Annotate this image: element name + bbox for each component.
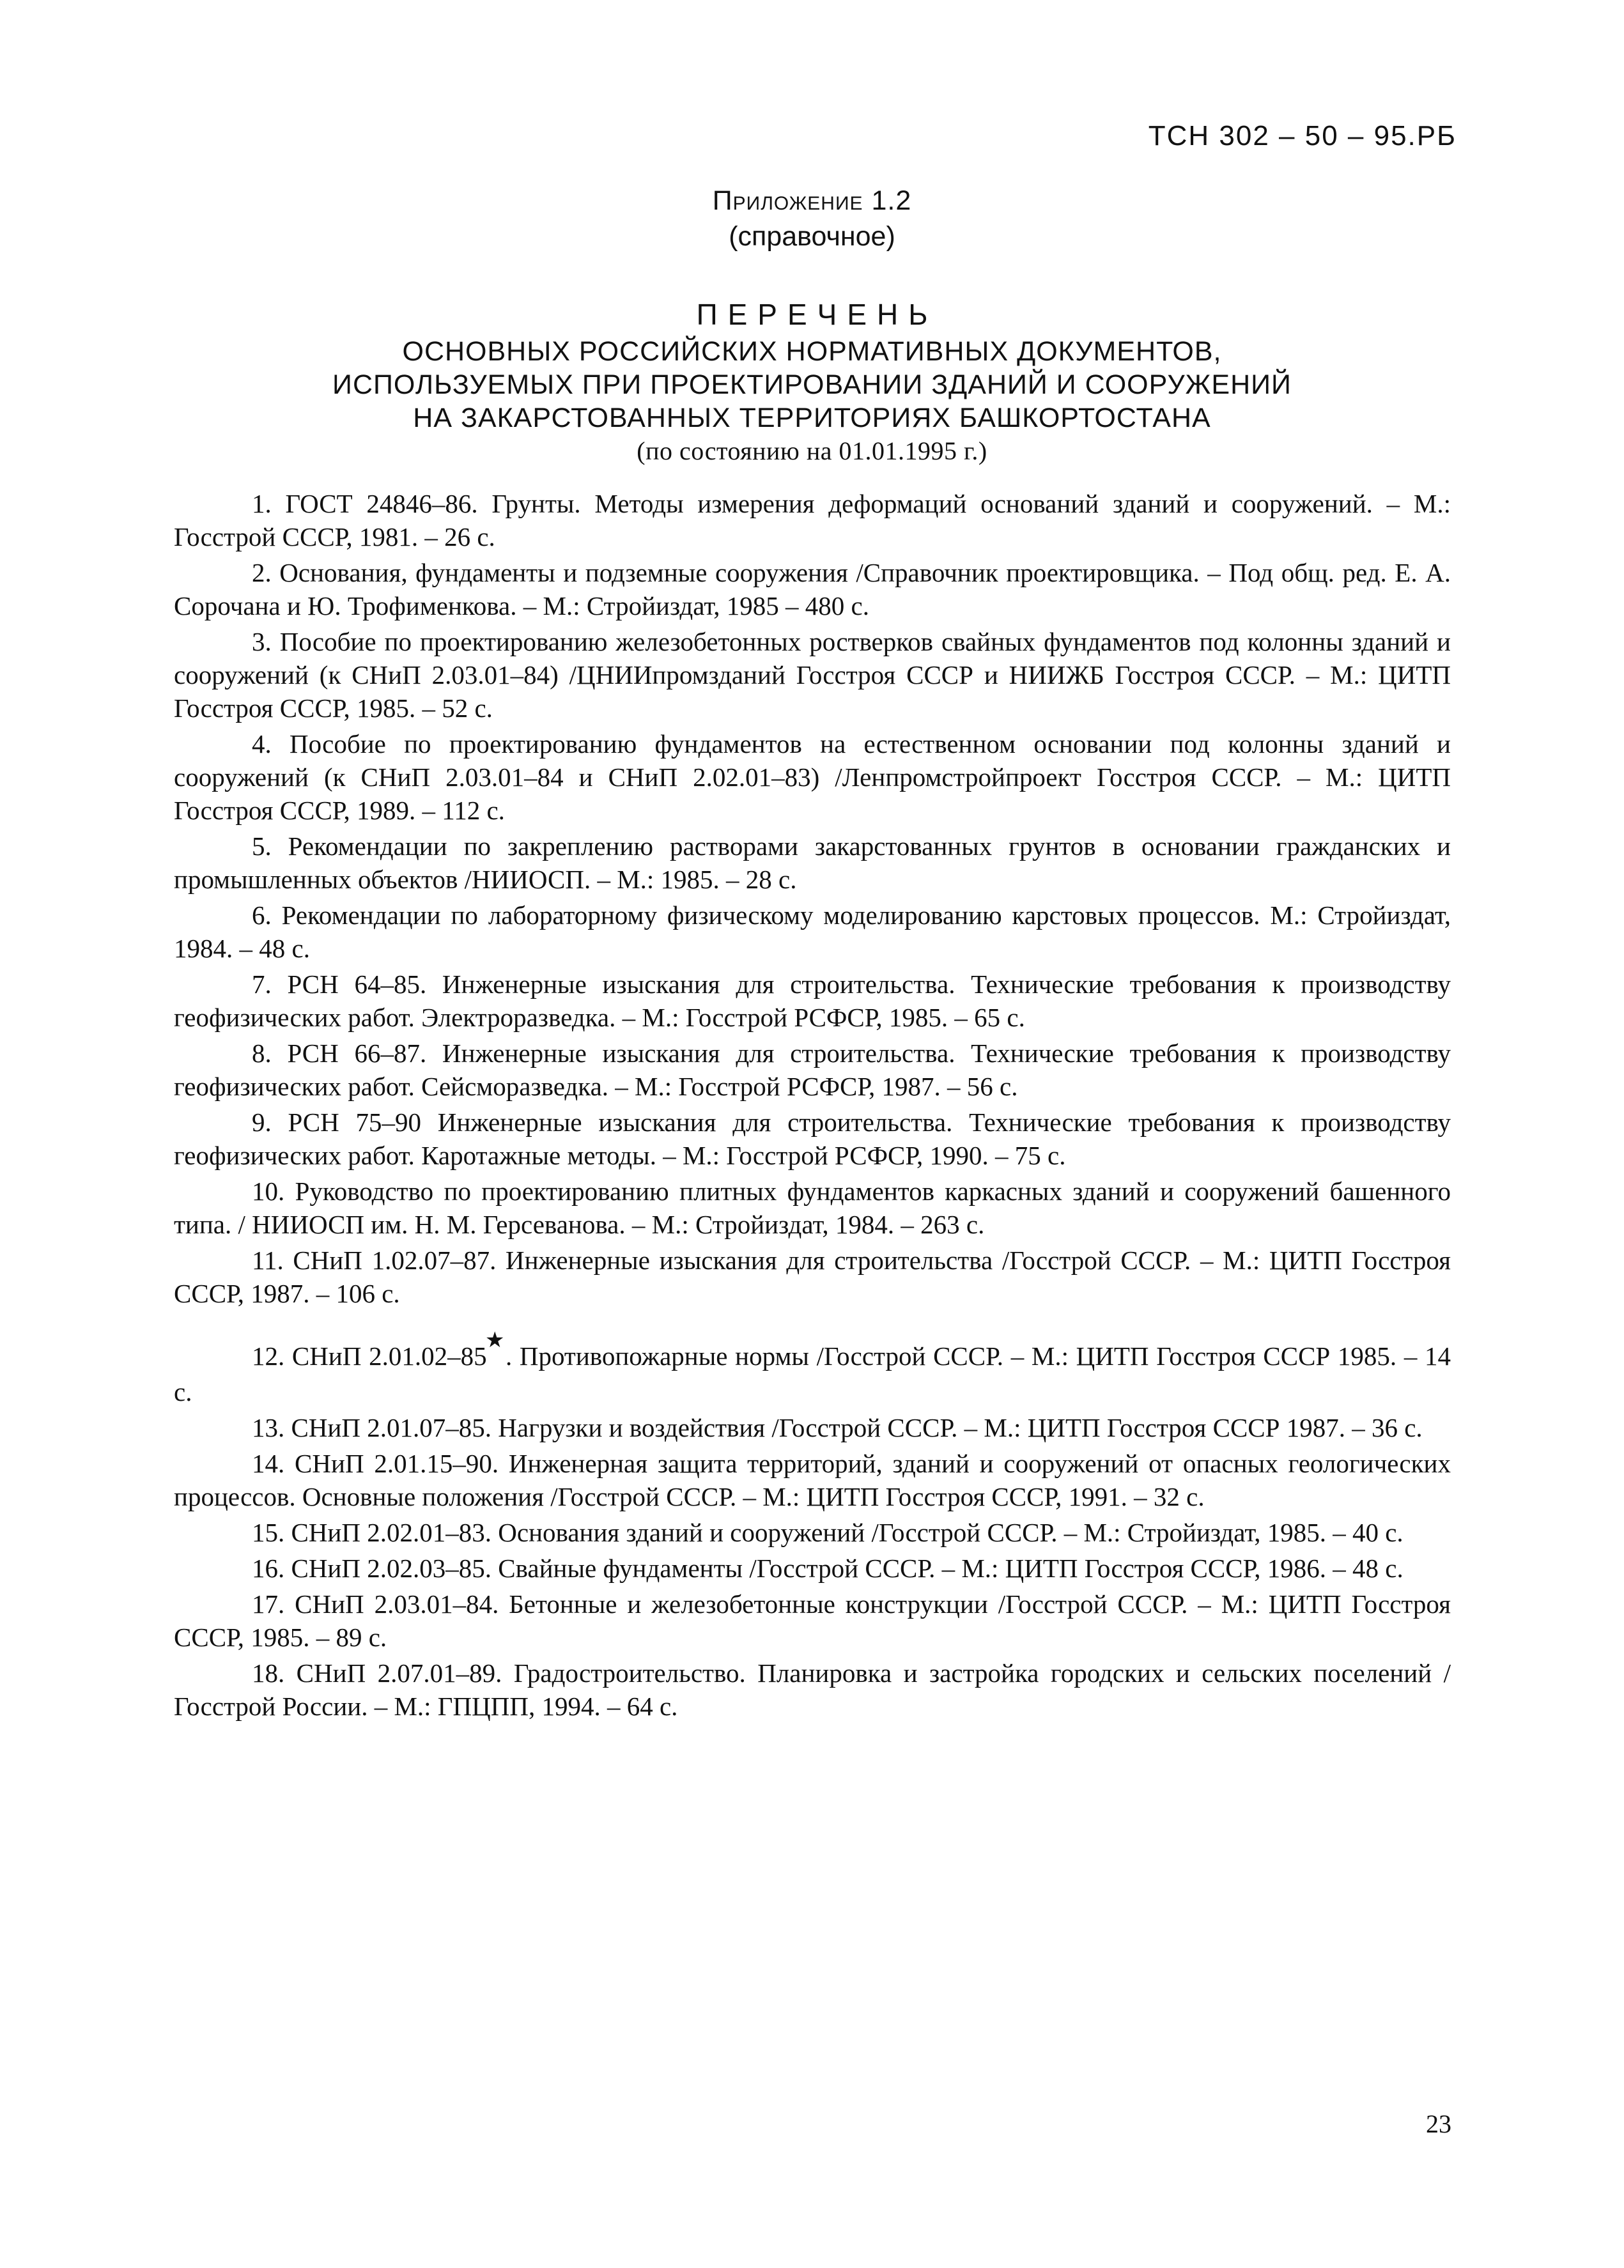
reference-item: 14. СНиП 2.01.15–90. Инженерная защита территорий, зданий и сооружений от опасных геологических процессов. Основные положения /Госстрой СССР. – М.: ЦИТП Госстроя СССР, 1991. – 32 с.: [174, 1449, 1451, 1511]
title-line-3: НА ЗАКАРСТОВАННЫХ ТЕРРИТОРИЯХ БАШКОРТОСТАНА: [413, 403, 1211, 433]
reference-12-rest: . Противопожарные нормы /Госстрой СССР. – М.: ЦИТП Госстроя СССР 1985. – 14 с.: [174, 1341, 1451, 1407]
reference-item: 3. Пособие по проектированию железобетонных ростверков свайных фундаментов под колонны зданий и сооружений (к СНиП 2.03.01–84) /ЦНИИпромзданий Госстроя СССР и НИИЖБ Госстроя СССР. – М.: ЦИТП Госстроя СССР, 1985. – 52 с.: [174, 627, 1451, 723]
title-line-1: ОСНОВНЫХ РОССИЙСКИХ НОРМАТИВНЫХ ДОКУМЕНТОВ,: [402, 336, 1222, 367]
reference-item: 2. Основания, фундаменты и подземные сооружения /Справочник проектировщика. – Под общ. ред. Е. А. Сорочана и Ю. Трофименкова. – М.: Стройиздат, 1985 – 480 с.: [174, 558, 1451, 621]
title-date: (по состоянию на 01.01.1995 г.): [637, 436, 987, 465]
appendix-note: (справочное): [729, 221, 895, 252]
reference-item: 6. Рекомендации по лабораторному физическому моделированию карстовых процессов. М.: Стройиздат, 1984. – 48 с.: [174, 900, 1451, 963]
reference-item: 5. Рекомендации по закреплению растворами закарстованных грунтов в основании гражданских и промышленных объектов /НИИОСП. – М.: 1985. – 28 с.: [174, 831, 1451, 894]
reference-item-12: [174, 1329, 1451, 1408]
title-block: [0, 298, 1624, 468]
reference-item: 17. СНиП 2.03.01–84. Бетонные и железобетонные конструкции /Госстрой СССР. – М.: ЦИТП Госстроя СССР, 1985. – 89 с.: [174, 1589, 1451, 1652]
title-line-2: ИСПОЛЬЗУЕМЫХ ПРИ ПРОЕКТИРОВАНИИ ЗДАНИЙ И СООРУЖЕНИЙ: [332, 369, 1292, 400]
reference-item: 15. СНиП 2.02.01–83. Основания зданий и сооружений /Госстрой СССР. – М.: Стройиздат, 1985. – 40 с.: [252, 1518, 1404, 1547]
appendix-label: Приложение 1.2: [712, 185, 912, 216]
reference-item: 8. РСН 66–87. Инженерные изыскания для строительства. Технические требования к производству геофизических работ. Сейсморазведка. – М.: Госстрой РСФСР, 1987. – 56 с.: [174, 1038, 1451, 1101]
reference-item: 11. СНиП 1.02.07–87. Инженерные изыскания для строительства /Госстрой СССР. – М.: ЦИТП Госстроя СССР, 1987. – 106 с.: [174, 1246, 1451, 1308]
document-code: ТСН 302 – 50 – 95.РБ: [1148, 120, 1457, 151]
reference-item: 1. ГОСТ 24846–86. Грунты. Методы измерения деформаций оснований зданий и сооружений. – М.: Госстрой СССР, 1981. – 26 с.: [174, 489, 1451, 552]
reference-item: 4. Пособие по проектированию фундаментов на естественном основании под колонны зданий и сооружений (к СНиП 2.03.01–84 и СНиП 2.02.01–83) /Ленпромстройпроект Госстроя СССР. – М.: ЦИТП Госстроя СССР, 1989. – 112 с.: [174, 729, 1451, 825]
star-footnote-mark: ★: [484, 1329, 506, 1352]
reference-item: 18. СНиП 2.07.01–89. Градостроительство. Планировка и застройка городских и сельских поселений /Госстрой России. – М.: ГПЦПП, 1994. – 64 с.: [174, 1658, 1451, 1721]
title-heading: ПЕРЕЧЕНЬ: [696, 298, 938, 331]
page-number: 23: [1426, 2110, 1451, 2138]
reference-item: 16. СНиП 2.02.03–85. Свайные фундаменты /Госстрой СССР. – М.: ЦИТП Госстроя СССР, 1986. – 48 с.: [252, 1554, 1404, 1583]
reference-item: 7. РСН 64–85. Инженерные изыскания для строительства. Технические требования к производству геофизических работ. Электроразведка. – М.: Госстрой РСФСР, 1985. – 65 с.: [174, 969, 1451, 1032]
reference-item: 13. СНиП 2.01.07–85. Нагрузки и воздействия /Госстрой СССР. – М.: ЦИТП Госстроя СССР 1987. – 36 с.: [252, 1413, 1423, 1442]
reference-list: [174, 487, 1451, 1725]
reference-item: 10. Руководство по проектированию плитных фундаментов каркасных зданий и сооружений башенного типа. / НИИОСП им. Н. М. Герсеванова. – М.: Стройиздат, 1984. – 263 с.: [174, 1176, 1451, 1239]
reference-item: 9. РСН 75–90 Инженерные изыскания для строительства. Технические требования к производству геофизических работ. Каротажные методы. – М.: Госстрой РСФСР, 1990. – 75 с.: [174, 1107, 1451, 1170]
appendix-header: [0, 183, 1624, 254]
reference-12-code: 12. СНиП 2.01.02–85: [252, 1341, 487, 1371]
